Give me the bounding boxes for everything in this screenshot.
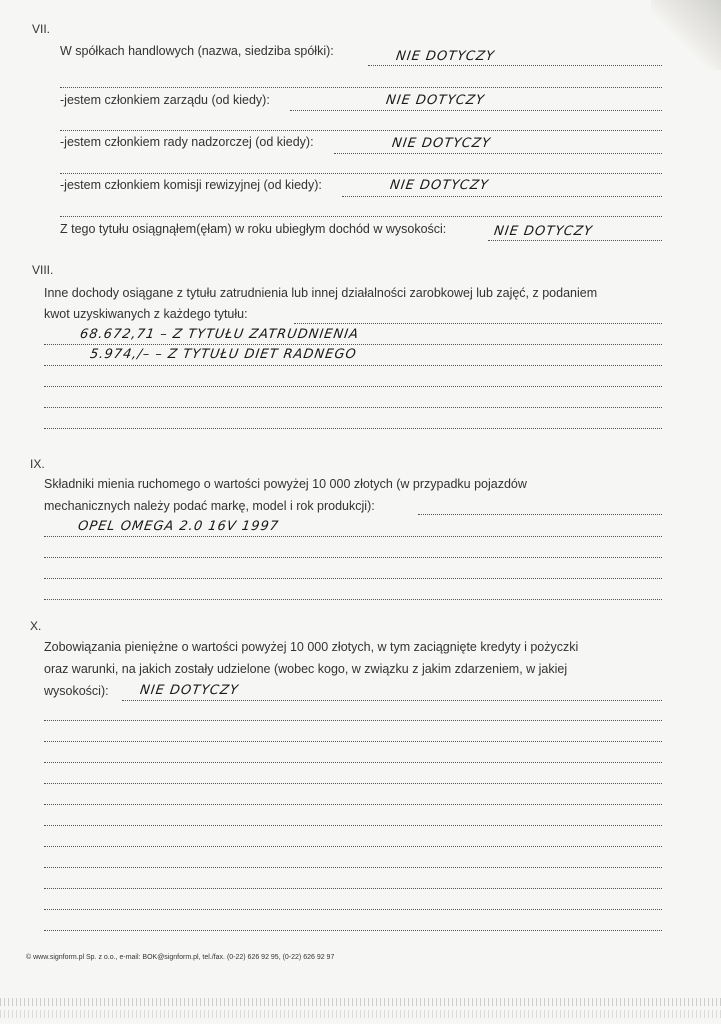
x-answer-line-10 [44,909,662,910]
vii-blank-line-3 [60,173,662,174]
ix-answer-line-1 [44,536,662,537]
ix-answer-line-3 [44,578,662,579]
vii-blank-line-1 [60,87,662,88]
vii-blank-line-4 [60,216,662,217]
x-answer-line-11 [44,930,662,931]
ix-question-line-1: Składniki mienia ruchomego o wartości powyżej 10 000 złotych (w przypadku pojazdów [44,477,527,491]
section-viii-number: VIII. [32,263,54,277]
viii-answer-council-diets: 5.974,/– – Z TYTUŁU DIET RADNEGO [88,347,358,362]
x-question-line-3: wysokości): [44,684,109,698]
ix-answer-line-0 [418,514,662,515]
scan-noise-strip [0,998,721,1006]
ix-answer-line-4 [44,599,662,600]
x-answer-line-9 [44,888,662,889]
vii-answer-line-4 [342,196,662,197]
vii-answer-income: NIE DOTYCZY [492,224,594,239]
x-question-line-2: oraz warunki, na jakich zostały udzielone (wobec kogo, w związku z jakim zdarzeniem, w jakiej [44,662,568,676]
ix-answer-line-2 [44,557,662,558]
vii-answer-supervisory: NIE DOTYCZY [390,136,492,151]
vii-question-audit: -jestem członkiem komisji rewizyjnej (od kiedy): [60,178,322,192]
viii-answer-line-1 [44,344,662,345]
ix-answer-vehicle: OPEL OMEGA 2.0 16V 1997 [76,519,280,534]
viii-question-line-1: Inne dochody osiągane z tytułu zatrudnienia lub innej działalności zarobkowej lub zajęć, z podaniem [44,286,598,300]
x-answer-line-0 [122,700,662,701]
footer-copyright: © www.signform.pl Sp. z o.o., e-mail: BOK@signform.pl, tel./fax. (0-22) 626 92 95, (0-22) 626 92 97 [26,954,335,961]
viii-answer-line-4 [44,407,662,408]
vii-answer-line-5 [488,240,662,241]
scan-corner-shadow [651,0,721,70]
vii-question-board: -jestem członkiem zarządu (od kiedy): [60,93,270,107]
viii-answer-line-2 [44,365,662,366]
viii-answer-line-0 [294,323,662,324]
x-answer-line-3 [44,762,662,763]
x-answer-line-7 [44,846,662,847]
x-answer-line-2 [44,741,662,742]
viii-answer-employment: 68.672,71 – Z TYTUŁU ZATRUDNIENIA [78,327,360,342]
viii-answer-line-3 [44,386,662,387]
vii-answer-audit: NIE DOTYCZY [388,178,490,193]
x-answer-line-4 [44,783,662,784]
section-vii-number: VII. [32,22,51,36]
vii-answer-companies: NIE DOTYCZY [394,49,496,64]
x-answer-line-8 [44,867,662,868]
vii-answer-board: NIE DOTYCZY [384,93,486,108]
section-ix-number: IX. [30,457,45,471]
vii-answer-line-2 [290,110,662,111]
vii-blank-line-2 [60,130,662,131]
vii-question-supervisory: -jestem członkiem rady nadzorczej (od kiedy): [60,135,314,149]
x-answer-line-6 [44,825,662,826]
x-question-line-1: Zobowiązania pieniężne o wartości powyżej 10 000 złotych, w tym zaciągnięte kredyty i pożyczki [44,640,579,654]
x-answer-liabilities: NIE DOTYCZY [138,683,240,698]
vii-question-income: Z tego tytułu osiągnąłem(ęłam) w roku ubiegłym dochód w wysokości: [60,222,447,236]
vii-answer-line-1 [368,65,662,66]
x-answer-line-5 [44,804,662,805]
viii-question-line-2: kwot uzyskiwanych z każdego tytułu: [44,307,248,321]
ix-question-line-2: mechanicznych należy podać markę, model i rok produkcji): [44,499,375,513]
vii-answer-line-3 [334,153,662,154]
x-answer-line-1 [44,720,662,721]
scan-noise-strip-2 [0,1010,721,1018]
vii-question-companies: W spółkach handlowych (nazwa, siedziba spółki): [60,44,334,58]
viii-answer-line-5 [44,428,662,429]
section-x-number: X. [30,619,42,633]
